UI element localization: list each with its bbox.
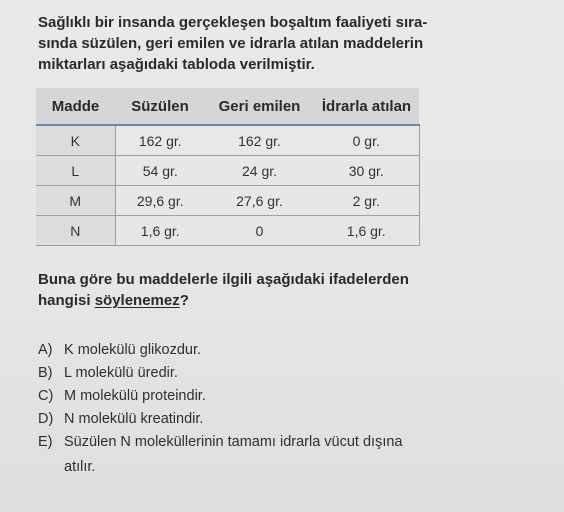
cell-geri-emilen: 0 — [205, 216, 314, 246]
cell-madde: M — [36, 186, 115, 216]
cell-geri-emilen: 24 gr. — [205, 156, 314, 186]
option-text-continuation: atılır. — [64, 459, 96, 475]
header-idrarla-atilan: İdrarla atılan — [314, 88, 419, 125]
answer-options — [38, 339, 402, 479]
table-header-row — [36, 88, 419, 125]
question-prefix: hangisi — [38, 292, 95, 309]
table-row — [36, 125, 419, 156]
question-suffix: ? — [179, 292, 189, 309]
cell-idrarla-atilan: 2 gr. — [314, 186, 419, 216]
option-letter: C) — [38, 388, 54, 404]
cell-idrarla-atilan: 30 gr. — [314, 156, 419, 186]
cell-madde: N — [36, 216, 115, 246]
question-line — [38, 290, 409, 311]
question-emphasis: söylenemez — [94, 292, 180, 309]
intro-line: miktarları aşağıdaki tabloda verilmiştir. — [38, 56, 315, 73]
option-a[interactable] — [38, 339, 402, 362]
option-b[interactable] — [38, 362, 402, 385]
table-row — [36, 216, 419, 246]
option-letter: E) — [38, 434, 53, 450]
option-text: K molekülü glikozdur. — [64, 342, 202, 358]
data-table — [36, 88, 420, 246]
cell-madde: L — [36, 156, 115, 186]
option-e[interactable] — [38, 431, 402, 479]
cell-geri-emilen: 162 gr. — [205, 125, 314, 156]
cell-suzulen: 29,6 gr. — [115, 186, 205, 216]
intro-text — [38, 12, 458, 75]
cell-suzulen: 54 gr. — [115, 156, 205, 186]
option-letter: D) — [38, 411, 54, 427]
question-text — [38, 269, 409, 311]
table-row — [36, 186, 419, 216]
option-d[interactable] — [38, 408, 402, 431]
intro-line: sında süzülen, geri emilen ve idrarla atılan maddelerin — [38, 35, 424, 52]
cell-geri-emilen: 27,6 gr. — [205, 186, 314, 216]
option-text: M molekülü proteindir. — [64, 388, 206, 404]
option-letter: A) — [38, 342, 53, 358]
cell-suzulen: 162 gr. — [115, 125, 205, 156]
header-geri-emilen: Geri emilen — [205, 88, 314, 125]
header-suzulen: Süzülen — [115, 88, 205, 125]
option-text: N molekülü kreatindir. — [64, 411, 204, 427]
option-c[interactable] — [38, 385, 402, 408]
intro-line: Sağlıklı bir insanda gerçekleşen boşaltım faaliyeti sıra- — [38, 14, 428, 31]
table-row — [36, 156, 419, 186]
cell-idrarla-atilan: 0 gr. — [314, 125, 419, 156]
option-text: L molekülü üredir. — [64, 365, 178, 381]
question-line: Buna göre bu maddelerle ilgili aşağıdaki ifadelerden — [38, 271, 409, 288]
cell-madde: K — [36, 125, 115, 156]
header-madde: Madde — [36, 88, 115, 125]
cell-suzulen: 1,6 gr. — [115, 216, 205, 246]
option-text: Süzülen N moleküllerinin tamamı idrarla vücut dışına — [64, 434, 403, 450]
option-letter: B) — [38, 365, 53, 381]
cell-idrarla-atilan: 1,6 gr. — [314, 216, 419, 246]
